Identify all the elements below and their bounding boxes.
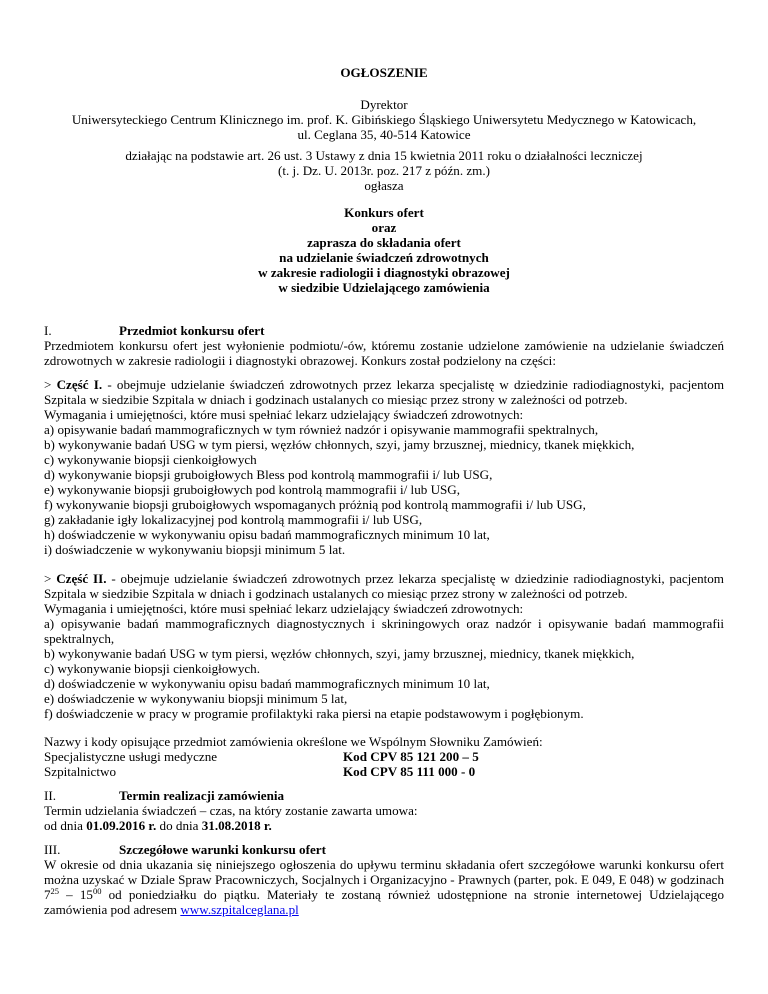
legal-basis-block bbox=[0, 148, 768, 193]
section-3-title: Szczegółowe warunki konkursu ofert bbox=[119, 842, 326, 857]
list-item: d) wykonywanie biopsji gruboigłowych Bless pod kontrolą mammografii i/ lub USG, bbox=[44, 467, 493, 482]
legal-basis-line-2: (t. j. Dz. U. 2013r. poz. 217 z późn. zm.) bbox=[278, 163, 490, 178]
website-link[interactable]: www.szpitalceglana.pl bbox=[180, 902, 299, 917]
term-dates: od dnia 01.09.2016 r. do dnia 31.08.2018 r. bbox=[44, 818, 272, 833]
list-item: b) wykonywanie badań USG w tym piersi, węzłów chłonnych, szyi, jamy brzusznej, miednicy, tkanek miękkich, bbox=[44, 646, 635, 661]
list-item: f) wykonywanie biopsji gruboigłowych wspomaganych próżnią pod kontrolą mammografii i/ lub USG, bbox=[44, 497, 586, 512]
announcement-title: OGŁOSZENIE bbox=[340, 65, 428, 80]
section-2-title: Termin realizacji zamówienia bbox=[119, 788, 285, 803]
institution-address: ul. Ceglana 35, 40-514 Katowice bbox=[297, 127, 471, 142]
list-item: h) doświadczenie w wykonywaniu opisu badań mammograficznych minimum 10 lat, bbox=[44, 527, 490, 542]
section-2-number: II. bbox=[44, 788, 56, 803]
cpv-code: Kod CPV 85 121 200 – 5 bbox=[343, 749, 479, 764]
cpv-code: Kod CPV 85 111 000 - 0 bbox=[343, 764, 476, 779]
part-1-label: Część I. bbox=[56, 377, 103, 392]
section-3-text: W okresie od dnia ukazania się niniejszego ogłoszenia do upływu terminu składania ofert szczegółowe warunki konkursu ofert można uzyskać w Dziale Spraw Pracowniczych, Socjalnych i Organizacyjno - Prawnych (parter, pok. E 049, E 048) w godzinach $7^{25} - 15^{00}$ od poniedziałku do piątku. Materiały te zostaną również udostępnione na stronie internetowej Udzielającego zamówienia pod adresem www.szpitalceglana.pl bbox=[44, 857, 725, 917]
list-item: a) opisywanie badań mammograficznych w tym również nadzór i opisywanie mammografii spektralnych, bbox=[44, 422, 599, 437]
list-item: i) doświadczenie w wykonywaniu biopsji minimum 5 lat. bbox=[44, 542, 346, 557]
section-1-intro: Przedmiotem konkursu ofert jest wyłonienie podmiotu/-ów, któremu zostanie udzielone zamówienie na udzielanie świadczeń zdrowotnych w zakresie radiologii i diagnostyki obrazowej. Konkurs został podzielony na części: bbox=[44, 338, 724, 368]
section-1-title: Przedmiot konkursu ofert bbox=[119, 323, 265, 338]
contest-line: Konkurs ofert bbox=[344, 205, 424, 220]
contest-line: oraz bbox=[371, 220, 397, 235]
section-2 bbox=[44, 788, 724, 833]
contest-line: w zakresie radiologii i diagnostyki obrazowej bbox=[258, 265, 510, 280]
issuer-block bbox=[0, 97, 768, 142]
legal-basis-line-1: działając na podstawie art. 26 ust. 3 Ustawy z dnia 15 kwietnia 2011 roku o działalności leczniczej bbox=[125, 148, 643, 163]
part-2-label: Część II. bbox=[56, 571, 107, 586]
section-2-heading bbox=[44, 788, 724, 803]
cpv-intro: Nazwy i kody opisujące przedmiot zamówienia określone we Wspólnym Słowniku Zamówień: bbox=[44, 734, 543, 749]
contest-line: na udzielanie świadczeń zdrowotnych bbox=[279, 250, 489, 265]
part-1-description: > Część I. - obejmuje udzielanie świadczeń zdrowotnych przez lekarza specjalistę w dziedzinie radiodiagnostyki, pacjentom Szpitala w siedzibie Szpitala w dniach i godzinach ustalanych co miesiąc przez strony w zależności od potrzeb. bbox=[44, 377, 725, 407]
cpv-name: Specjalistyczne usługi medyczne bbox=[44, 749, 218, 764]
list-item: e) wykonywanie biopsji gruboigłowych pod kontrolą mammografii i/ lub USG, bbox=[44, 482, 461, 497]
cpv-row bbox=[44, 764, 724, 779]
part-2-skills-intro: Wymagania i umiejętności, które musi spełniać lekarz udzielający świadczeń zdrowotnych: bbox=[44, 601, 524, 616]
part-2-requirements bbox=[44, 616, 724, 721]
term-description: Termin udzielania świadczeń – czas, na który zostanie zawarta umowa: bbox=[44, 803, 418, 818]
contest-heading bbox=[0, 205, 768, 295]
cpv-block bbox=[44, 734, 724, 779]
list-item: b) wykonywanie badań USG w tym piersi, węzłów chłonnych, szyi, jamy brzusznej, miednicy, tkanek miękkich, bbox=[44, 437, 635, 452]
list-item: e) doświadczenie w wykonywaniu biopsji minimum 5 lat, bbox=[44, 691, 348, 706]
director-line: Dyrektor bbox=[360, 97, 408, 112]
list-item: c) wykonywanie biopsji cienkoigłowych bbox=[44, 452, 257, 467]
part-1 bbox=[44, 377, 724, 557]
announces-line: ogłasza bbox=[364, 178, 404, 193]
list-item: a) opisywanie badań mammograficznych diagnostycznych i skriningowych oraz nadzór i opisywanie badań mammografii spektralnych, bbox=[44, 616, 724, 646]
part-2 bbox=[44, 571, 724, 721]
section-3-heading bbox=[44, 842, 724, 857]
institution-line-1: Uniwersyteckiego Centrum Klinicznego im. prof. K. Gibińskiego Śląskiego Uniwersytetu Medycznego w Katowicach, bbox=[71, 112, 697, 127]
section-1-number: I. bbox=[44, 323, 52, 338]
list-item: f) doświadczenie w pracy w programie profilaktyki raka piersi na etapie podstawowym i pogłębionym. bbox=[44, 706, 584, 721]
end-date: 31.08.2018 r. bbox=[201, 818, 272, 833]
cpv-row bbox=[44, 749, 724, 764]
section-3 bbox=[44, 842, 724, 917]
section-1-heading bbox=[44, 323, 724, 338]
section-1 bbox=[44, 323, 724, 368]
part-1-requirements bbox=[44, 422, 724, 557]
part-1-skills-intro: Wymagania i umiejętności, które musi spełniać lekarz udzielający świadczeń zdrowotnych: bbox=[44, 407, 524, 422]
section-3-number: III. bbox=[44, 842, 61, 857]
cpv-name: Szpitalnictwo bbox=[44, 764, 117, 779]
contest-line: zaprasza do składania ofert bbox=[307, 235, 461, 250]
start-date: 01.09.2016 r. bbox=[86, 818, 157, 833]
contest-line: w siedzibie Udzielającego zamówienia bbox=[278, 280, 490, 295]
list-item: c) wykonywanie biopsji cienkoigłowych. bbox=[44, 661, 261, 676]
part-2-description: > Część II. - obejmuje udzielanie świadczeń zdrowotnych przez lekarza specjalistę w dziedzinie radiodiagnostyki, pacjentom Szpitala w siedzibie Szpitala w dniach i godzinach ustalanych co miesiąc przez strony w zależności od potrzeb. bbox=[44, 571, 724, 601]
list-item: g) zakładanie igły lokalizacyjnej pod kontrolą mammografii i/ lub USG, bbox=[44, 512, 423, 527]
list-item: d) doświadczenie w wykonywaniu opisu badań mammograficznych minimum 10 lat, bbox=[44, 676, 490, 691]
